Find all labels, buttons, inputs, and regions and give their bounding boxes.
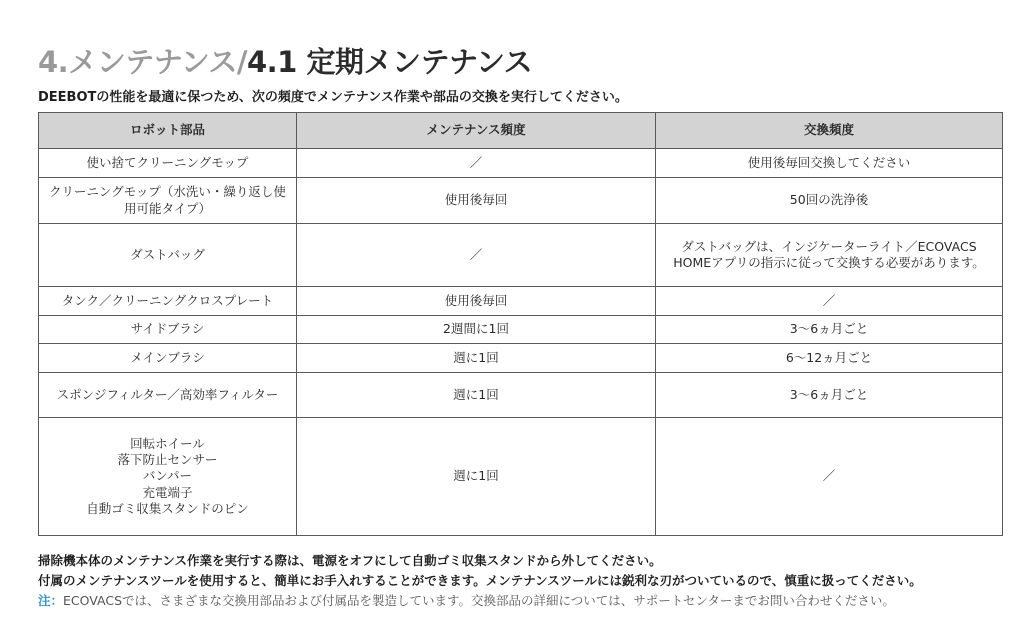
cell-replacement: ダストバッグは、インジケーターライト／ECOVACS HOMEアプリの指示に従って交換する必要があります。 bbox=[656, 224, 1003, 287]
cell-replacement: 使用後毎回交換してください bbox=[656, 149, 1003, 178]
cell-replacement: ／ bbox=[656, 287, 1003, 316]
part-line: バンパー bbox=[142, 468, 193, 484]
cell-part-list bbox=[39, 418, 297, 536]
table-header-row bbox=[39, 113, 1003, 149]
table-row bbox=[39, 224, 1003, 287]
header-maintenance-frequency: メンテナンス頻度 bbox=[297, 113, 656, 149]
page-title bbox=[38, 40, 532, 81]
table-row bbox=[39, 178, 1003, 224]
part-line: 回転ホイール bbox=[130, 435, 205, 451]
cell-part: メインブラシ bbox=[39, 344, 297, 373]
part-line: 落下防止センサー bbox=[117, 452, 218, 468]
cell-maintenance: 週に1回 bbox=[297, 418, 656, 536]
table-row bbox=[39, 418, 1003, 536]
cell-maintenance: 使用後毎回 bbox=[297, 287, 656, 316]
cell-maintenance: ／ bbox=[297, 224, 656, 287]
cell-maintenance: 使用後毎回 bbox=[297, 178, 656, 224]
note-text: ECOVACSでは、さまざまな交換用部品および付属品を製造しています。交換部品の詳細については、サポートセンターまでお問い合わせください。 bbox=[63, 593, 895, 608]
cell-maintenance: ／ bbox=[297, 149, 656, 178]
cell-part: クリーニングモップ（水洗い・繰り返し使用可能タイプ） bbox=[39, 178, 297, 224]
cell-part: スポンジフィルター／高効率フィルター bbox=[39, 373, 297, 418]
intro-text: DEEBOTの性能を最適に保つため、次の頻度でメンテナンス作業や部品の交換を実行してください。 bbox=[38, 90, 628, 105]
cell-maintenance: 週に1回 bbox=[297, 344, 656, 373]
cell-part: ダストバッグ bbox=[39, 224, 297, 287]
cell-maintenance: 週に1回 bbox=[297, 373, 656, 418]
header-replacement-frequency: 交換頻度 bbox=[656, 113, 1003, 149]
cell-replacement: 3〜6ヵ月ごと bbox=[656, 316, 1003, 344]
cell-replacement: 3〜6ヵ月ごと bbox=[656, 373, 1003, 418]
cell-maintenance: 2週間に1回 bbox=[297, 316, 656, 344]
note-line-maintenance-tool: 付属のメンテナンスツールを使用すると、簡単にお手入れすることができます。メンテナンスツールには鋭利な刃がついているので、慎重に扱ってください。 bbox=[38, 573, 922, 588]
table-row bbox=[39, 344, 1003, 373]
note-label: 注： bbox=[38, 593, 64, 608]
header-part: ロボット部品 bbox=[39, 113, 297, 149]
note-line-parts bbox=[38, 591, 1008, 611]
notes-block bbox=[38, 551, 1008, 611]
table-row bbox=[39, 149, 1003, 178]
cell-part: タンク／クリーニングクロスプレート bbox=[39, 287, 297, 316]
cell-part: サイドブラシ bbox=[39, 316, 297, 344]
table-row bbox=[39, 316, 1003, 344]
table-row bbox=[39, 287, 1003, 316]
part-line: 充電端子 bbox=[142, 484, 193, 500]
title-section-prefix: 4.メンテナンス/ bbox=[38, 45, 247, 79]
part-line: 自動ゴミ収集スタンドのピン bbox=[86, 500, 249, 516]
maintenance-table bbox=[38, 112, 1003, 536]
cell-replacement: 50回の洗浄後 bbox=[656, 178, 1003, 224]
title-section-main: 4.1 定期メンテナンス bbox=[246, 45, 533, 79]
cell-replacement: ／ bbox=[656, 418, 1003, 536]
cell-part: 使い捨てクリーニングモップ bbox=[39, 149, 297, 178]
note-line-power-off: 掃除機本体のメンテナンス作業を実行する際は、電源をオフにして自動ゴミ収集スタンドから外してください。 bbox=[38, 553, 662, 568]
cell-replacement: 6〜12ヵ月ごと bbox=[656, 344, 1003, 373]
table-row bbox=[39, 373, 1003, 418]
